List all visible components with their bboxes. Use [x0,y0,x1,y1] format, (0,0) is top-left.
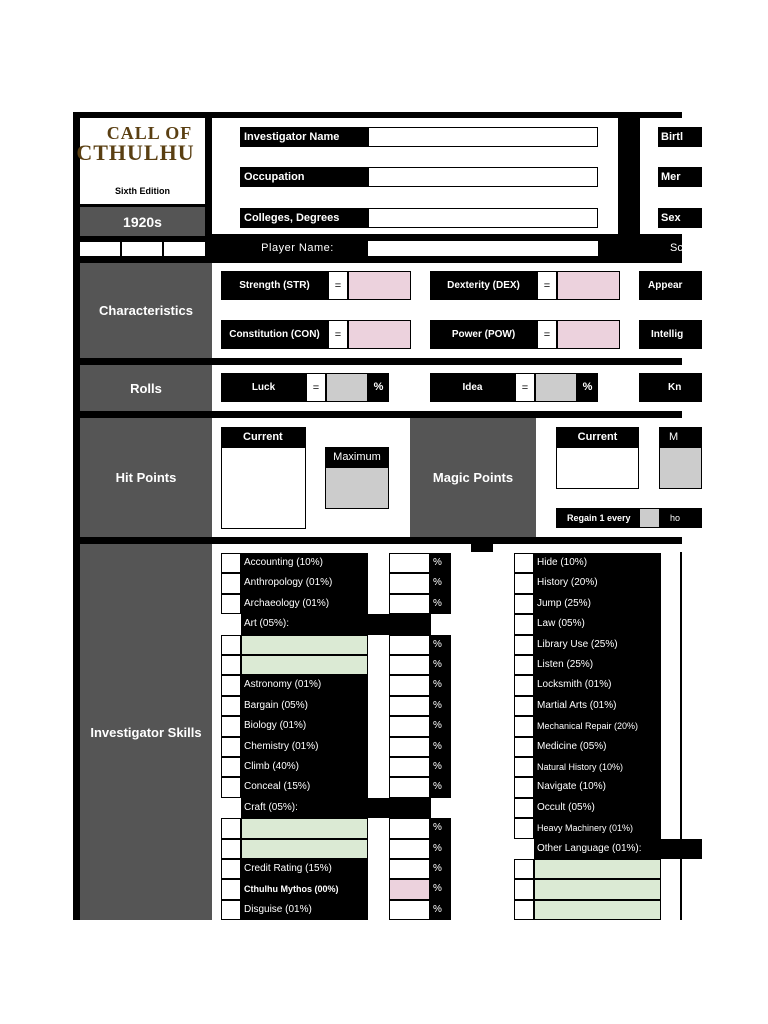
skill-checkbox[interactable] [514,879,534,899]
strength-value-field[interactable] [348,271,411,300]
colleges-label: Colleges, Degrees [240,208,370,228]
skill-label: Library Use (25%) [534,635,661,655]
skill-percent: % [430,839,451,859]
occupation-label: Occupation [240,167,370,187]
skills-right-edge [680,552,682,920]
skill-checkbox[interactable] [221,777,241,797]
hp-maximum-field[interactable] [325,467,389,509]
skill-percent: % [430,573,451,593]
skill-label: Law (05%) [534,614,661,634]
skill-label: Martial Arts (01%) [534,696,661,716]
skill-percent: % [430,777,451,797]
era-label: 1920s [80,207,205,236]
idea-percent: % [577,373,598,402]
mp-max-field[interactable] [659,447,702,489]
skill-label: Jump (25%) [534,594,661,614]
skills-top-divider [212,538,682,544]
player-name-field[interactable] [368,241,598,256]
logo-box [76,118,205,204]
investigator-name-label: Investigator Name [240,127,370,147]
skill-checkbox[interactable] [221,573,241,593]
skill-label: Anthropology (01%) [241,573,368,593]
skill-label: Occult (05%) [534,798,661,818]
skill-checkbox[interactable] [221,635,241,655]
skills-divider-tab [471,544,493,552]
skill-checkbox[interactable] [514,798,534,818]
skill-checkbox[interactable] [514,900,534,920]
skill-name-field[interactable] [534,879,661,899]
skill-label: Locksmith (01%) [534,675,661,695]
skill-label: Natural History (10%) [534,757,661,777]
idea-label: Idea [430,373,515,402]
skill-name-field[interactable] [241,818,368,838]
skill-label: Credit Rating (15%) [241,859,368,879]
skill-value-field[interactable] [389,594,430,614]
skill-checkbox[interactable] [514,818,534,838]
skill-label: Cthulhu Mythos (00%) [241,879,368,899]
skill-value-field[interactable] [389,573,430,593]
skill-percent: % [430,594,451,614]
skill-label: Conceal (15%) [241,777,368,797]
era-box-2 [122,242,162,256]
mp-current-label: Current [556,427,639,447]
characteristics-title: Characteristics [80,263,212,358]
mp-max-label: M [659,427,702,447]
power-equals: = [537,320,557,349]
constitution-equals: = [328,320,348,349]
skill-name-field[interactable] [241,839,368,859]
power-value-field[interactable] [557,320,620,349]
skill-checkbox[interactable] [221,900,241,920]
skill-value-field[interactable] [389,839,430,859]
strength-label: Strength (STR) [221,271,328,300]
edition-label: Sixth Edition [115,186,170,196]
skill-percent: % [430,635,451,655]
intelligence-label: Intellig [639,320,702,349]
idea-value-field[interactable] [535,373,577,402]
skill-group-header: Craft (05%): [241,798,431,818]
constitution-label: Constitution (CON) [221,320,328,349]
skill-checkbox[interactable] [514,553,534,573]
know-label: Kn [639,373,702,402]
luck-label: Luck [221,373,306,402]
skill-label: Bargain (05%) [241,696,368,716]
skill-checkbox[interactable] [221,675,241,695]
skill-percent: % [430,675,451,695]
mp-current-field[interactable] [556,447,639,489]
occupation-field[interactable] [368,167,598,187]
skill-value-field[interactable] [389,655,430,675]
skill-percent: % [430,553,451,573]
skill-checkbox[interactable] [221,696,241,716]
skill-label: Listen (25%) [534,655,661,675]
skill-percent: % [430,818,451,838]
skill-checkbox[interactable] [221,737,241,757]
skill-label: Accounting (10%) [241,553,368,573]
skill-percent: % [430,655,451,675]
skill-value-field[interactable] [389,900,430,920]
skill-percent: % [430,757,451,777]
mp-regain-field[interactable] [639,508,660,528]
investigator-skills-title: Investigator Skills [80,544,212,920]
skill-value-field[interactable] [389,635,430,655]
skill-label: Archaeology (01%) [241,594,368,614]
colleges-field[interactable] [368,208,598,228]
era-box-1 [80,242,120,256]
skill-checkbox[interactable] [514,777,534,797]
skill-group-header: Art (05%): [241,614,431,634]
appearance-label: Appear [639,271,702,300]
skill-label: Biology (01%) [241,716,368,736]
power-label: Power (POW) [430,320,537,349]
skill-checkbox[interactable] [514,696,534,716]
skill-label: Mechanical Repair (20%) [534,716,661,736]
call-of-cthulhu-logo: CALL OF CTHULHU [76,123,195,165]
skill-name-field[interactable] [241,635,368,655]
skill-checkbox[interactable] [514,737,534,757]
skill-percent: % [430,879,451,899]
skill-checkbox[interactable] [221,879,241,899]
skill-percent: % [430,737,451,757]
magic-points-title: Magic Points [410,418,536,537]
hp-current-label: Current [221,427,306,447]
skill-value-field[interactable] [389,777,430,797]
top-right-tab [618,112,640,126]
luck-percent: % [368,373,389,402]
skill-checkbox[interactable] [514,573,534,593]
skill-checkbox[interactable] [514,594,534,614]
skill-checkbox[interactable] [514,716,534,736]
school-label: Sc [670,242,683,254]
skill-checkbox[interactable] [514,655,534,675]
skill-name-field[interactable] [534,859,661,879]
skill-checkbox[interactable] [514,614,534,634]
skill-value-field[interactable] [389,675,430,695]
skill-percent: % [430,900,451,920]
dexterity-label: Dexterity (DEX) [430,271,537,300]
skill-checkbox[interactable] [514,635,534,655]
skill-name-field[interactable] [534,900,661,920]
constitution-value-field[interactable] [348,320,411,349]
sex-label: Sex [658,208,702,228]
mental-disorders-label: Mer [658,167,702,187]
skill-checkbox[interactable] [221,716,241,736]
mp-regain-label: Regain 1 every [556,508,639,528]
skill-value-field[interactable] [389,553,430,573]
skill-checkbox[interactable] [514,757,534,777]
era-box-3 [164,242,205,256]
dexterity-equals: = [537,271,557,300]
dexterity-value-field[interactable] [557,271,620,300]
hit-points-title: Hit Points [80,418,212,537]
skill-checkbox[interactable] [514,859,534,879]
skill-percent: % [430,696,451,716]
rolls-title: Rolls [80,365,212,411]
skill-checkbox[interactable] [221,553,241,573]
skill-checkbox[interactable] [514,675,534,695]
skill-label: Navigate (10%) [534,777,661,797]
skill-label: Disguise (01%) [241,900,368,920]
skill-label: Hide (10%) [534,553,661,573]
skill-checkbox[interactable] [221,839,241,859]
skill-checkbox[interactable] [221,818,241,838]
skill-label: Heavy Machinery (01%) [534,818,661,838]
skill-value-field[interactable] [389,716,430,736]
skill-value-field[interactable] [389,757,430,777]
skill-label: History (20%) [534,573,661,593]
skill-value-field[interactable] [389,818,430,838]
player-name-label: Player Name: [261,242,334,254]
hp-maximum-label: Maximum [325,447,389,467]
skill-label: Astronomy (01%) [241,675,368,695]
skill-label: Medicine (05%) [534,737,661,757]
skill-percent: % [430,716,451,736]
hp-current-field[interactable] [221,447,306,529]
skill-label: Chemistry (01%) [241,737,368,757]
skill-percent: % [430,859,451,879]
luck-equals: = [306,373,326,402]
skill-group-header: Other Language (01%): [534,839,702,859]
skill-checkbox[interactable] [221,859,241,879]
skill-value-field[interactable] [389,859,430,879]
skill-value-field[interactable] [389,737,430,757]
skill-checkbox[interactable] [221,757,241,777]
skill-checkbox[interactable] [221,655,241,675]
investigator-name-field[interactable] [368,127,598,147]
skill-value-field[interactable] [389,696,430,716]
skill-checkbox[interactable] [221,594,241,614]
idea-equals: = [515,373,535,402]
skill-name-field[interactable] [241,655,368,675]
skill-value-field[interactable] [389,879,430,899]
mp-hours-label: ho [660,508,702,528]
luck-value-field[interactable] [326,373,368,402]
birthplace-label: Birtl [658,127,702,147]
strength-equals: = [328,271,348,300]
skill-label: Climb (40%) [241,757,368,777]
